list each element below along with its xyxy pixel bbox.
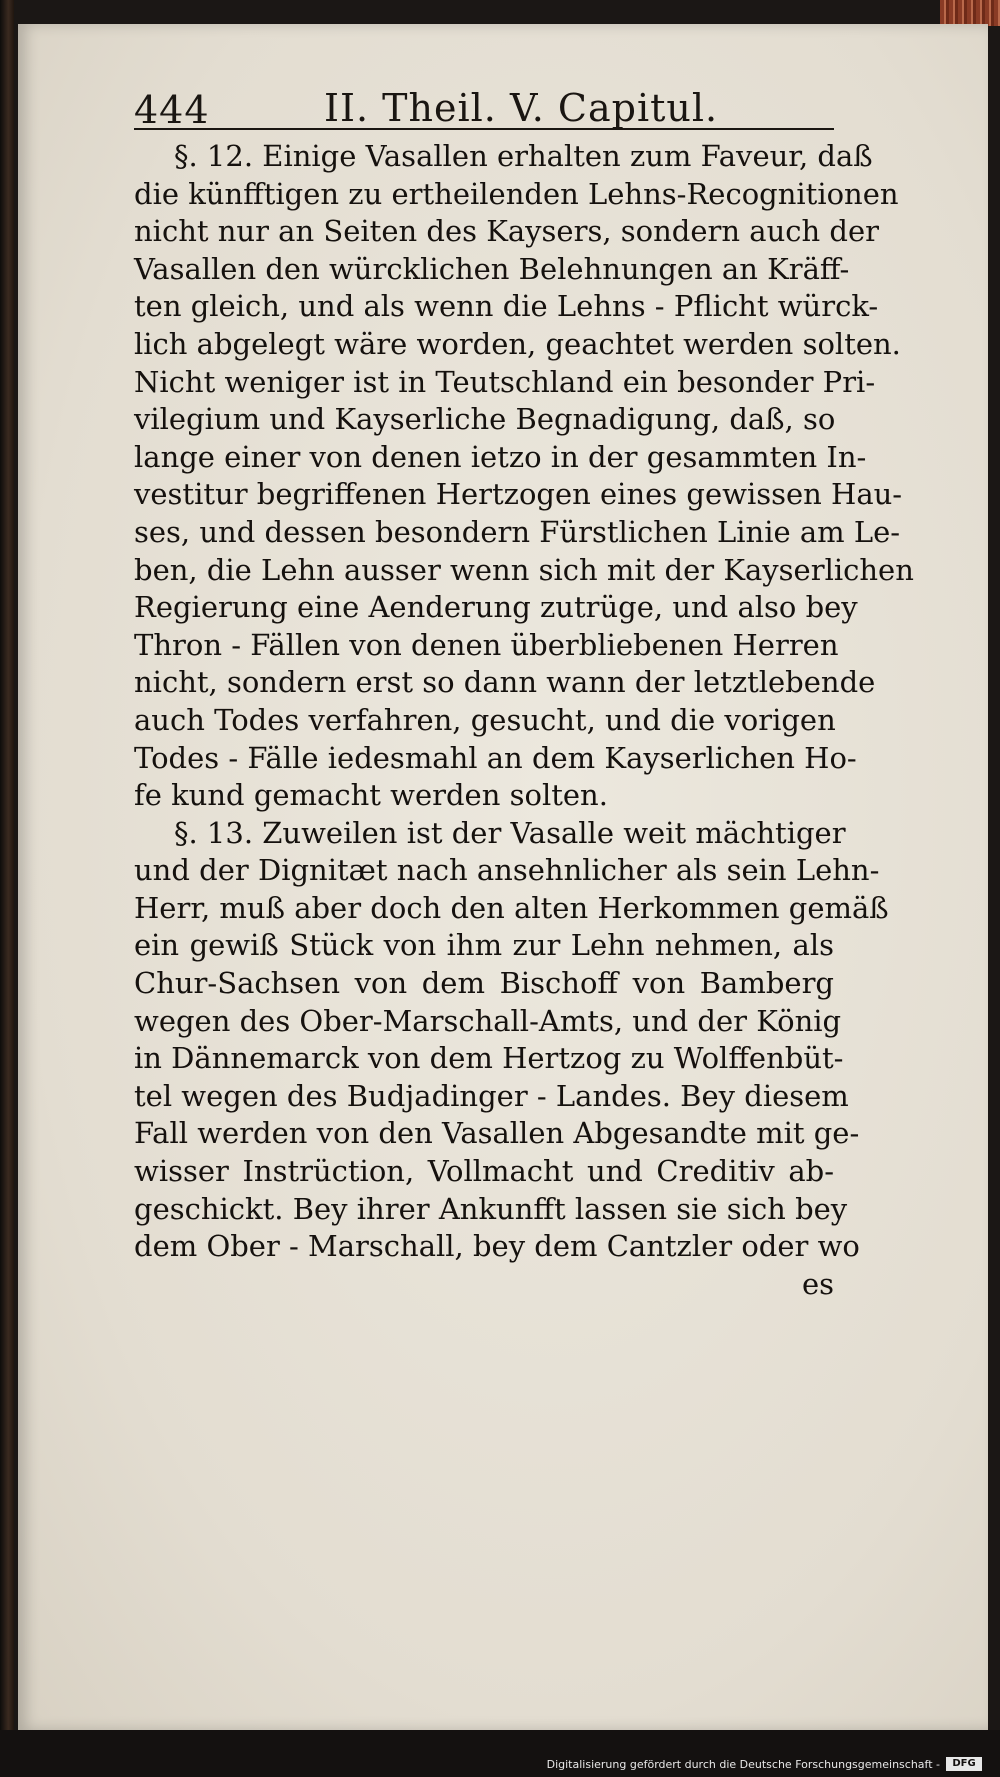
text-line: Thron - Fällen von denen überbliebenen Herren xyxy=(134,627,839,662)
text-line: wegen des Ober-Marschall-Amts, und der König xyxy=(134,1003,842,1038)
text-line: und der Dignitæt nach ansehnlicher als sein Lehn- xyxy=(134,853,880,888)
text-line: Vasallen den würcklichen Belehnungen an Kräff- xyxy=(134,251,850,286)
text-line: vestitur begriffenen Hertzogen eines gewissen Hau- xyxy=(134,477,903,512)
text-line: vilegium und Kayserliche Begnadigung, daß, so xyxy=(134,402,836,437)
text-line: in Dännemarck von dem Hertzog zu Wolffenbüt- xyxy=(134,1041,844,1076)
text-line: Herr, muß aber doch den alten Herkommen gemäß xyxy=(134,890,889,925)
text-line: Todes - Fälle iedesmahl an dem Kayserlichen Ho- xyxy=(134,740,857,775)
text-line: Regierung eine Aenderung zutrüge, und also bey xyxy=(134,590,858,625)
text-line: nicht, sondern erst so dann wann der letztlebende xyxy=(134,665,876,700)
catchword: es xyxy=(801,1266,834,1301)
text-line: lange einer von denen ietzo in der gesammten In- xyxy=(134,439,867,474)
text-line: die künfftigen zu ertheilenden Lehns-Recognitionen xyxy=(134,176,899,211)
body-text xyxy=(134,138,914,1303)
page-number: 444 xyxy=(134,88,210,132)
book-spine xyxy=(0,0,14,1777)
text-line: lich abgelegt wäre worden, geachtet werden solten. xyxy=(134,326,901,361)
text-line: §. 13. Zuweilen ist der Vasalle weit mächtiger xyxy=(174,815,846,850)
text-line: dem Ober - Marschall, bey dem Cantzler oder wo xyxy=(134,1229,860,1264)
dfg-logo: DFG xyxy=(946,1757,982,1771)
footer-credit: Digitalisierung gefördert durch die Deutsche Forschungsgemeinschaft - xyxy=(546,1758,940,1771)
page-edge xyxy=(940,0,1000,26)
text-line: auch Todes verfahren, gesucht, und die vorigen xyxy=(134,702,836,737)
text-line: ten gleich, und als wenn die Lehns - Pflicht würck- xyxy=(134,289,879,324)
text-line: tel wegen des Budjadinger - Landes. Bey diesem xyxy=(134,1078,849,1113)
text-line: ein gewiß Stück von ihm zur Lehn nehmen, als xyxy=(134,928,834,963)
text-line: nicht nur an Seiten des Kaysers, sondern auch der xyxy=(134,214,879,249)
text-line: ses, und dessen besondern Fürstlichen Linie am Le- xyxy=(134,514,901,549)
running-title: II. Theil. V. Capitul. xyxy=(324,86,719,130)
page-header xyxy=(134,82,834,130)
text-line: Fall werden von den Vasallen Abgesandte mit ge- xyxy=(134,1116,860,1151)
text-line: Chur-Sachsen von dem Bischoff von Bamberg xyxy=(134,966,834,1001)
text-line: Nicht weniger ist in Teutschland ein besonder Pri- xyxy=(134,364,876,399)
text-line: geschickt. Bey ihrer Ankunfft lassen sie sich bey xyxy=(134,1191,848,1226)
text-line: §. 12. Einige Vasallen erhalten zum Faveur, daß xyxy=(174,139,873,173)
text-line: wisser Instrüction, Vollmacht und Creditiv ab- xyxy=(134,1154,834,1189)
text-line: ben, die Lehn ausser wenn sich mit der Kayserlichen xyxy=(134,552,914,587)
text-line: fe kund gemacht werden solten. xyxy=(134,778,608,813)
digitization-footer xyxy=(0,1730,1000,1777)
header-rule xyxy=(134,128,834,130)
